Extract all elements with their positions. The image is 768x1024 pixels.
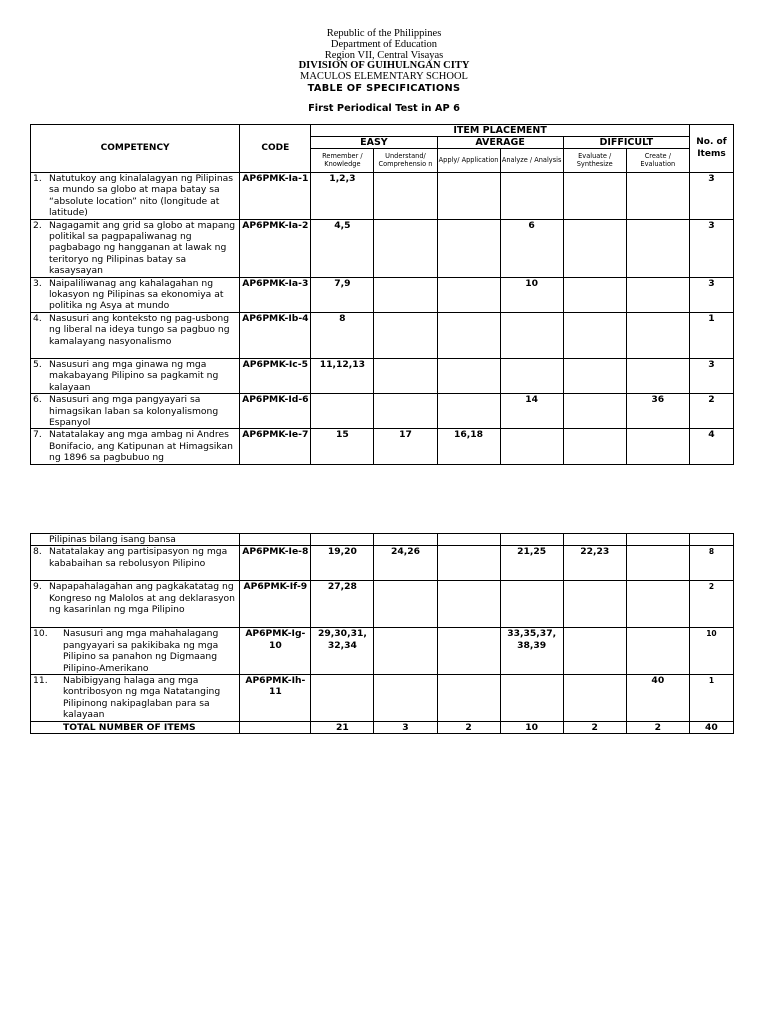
create-items — [626, 173, 689, 220]
analyze-items: 33,35,37, 38,39 — [500, 628, 563, 675]
apply-items — [437, 628, 500, 675]
competency-text: Nasusuri ang konteksto ng pag-usbong ng liberal na ideya tungo sa pagbuo ng kamalayang nasyonalismo — [49, 312, 230, 347]
competency-code: AP6PMK-Ie-7 — [240, 429, 311, 464]
table-row — [31, 358, 734, 393]
document-title: TABLE OF SPECIFICATIONS — [307, 82, 461, 94]
remember-items: 4,5 — [311, 219, 374, 277]
evaluate-items — [563, 312, 626, 358]
header-average: AVERAGE — [437, 137, 563, 149]
item-count: 10 — [689, 628, 733, 675]
create-items — [626, 429, 689, 464]
apply-items — [437, 277, 500, 312]
competency-text: Napapahalagahan ang pagkakatatag ng Kongreso ng Malolos at ang deklarasyon ng kasarinlan ng mga Pilipino — [49, 581, 236, 616]
header-difficult: DIFFICULT — [563, 137, 689, 149]
create-items — [626, 628, 689, 675]
competency-number: 7. — [33, 429, 42, 441]
create-items — [626, 546, 689, 581]
evaluate-items — [563, 429, 626, 464]
understand-items — [374, 394, 437, 429]
document-subtitle: First Periodical Test in AP 6 — [308, 102, 460, 114]
table-row — [31, 173, 734, 220]
understand-items — [374, 581, 437, 628]
competency-number: 3. — [33, 277, 42, 289]
remember-items: 1,2,3 — [311, 173, 374, 220]
header-competency: COMPETENCY — [31, 125, 240, 173]
analyze-items — [500, 173, 563, 220]
competency-text: Nasusuri ang mga ginawa ng mga makabayang Pilipino sa pagkamit ng kalayaan — [49, 358, 219, 393]
apply-items — [437, 312, 500, 358]
competency-text: Nasusuri ang mga mahahalagang pangyayari sa pakikibaka ng mga Pilipino sa panahon ng Digmaang Pilipino-Amerikano — [63, 628, 219, 674]
understand-items — [374, 628, 437, 675]
analyze-items — [500, 429, 563, 464]
create-items — [626, 219, 689, 277]
apply-items — [437, 173, 500, 220]
evaluate-items: 22,23 — [563, 546, 626, 581]
remember-items: 29,30,31, 32,34 — [311, 628, 374, 675]
evaluate-items — [563, 358, 626, 393]
evaluate-items — [563, 581, 626, 628]
header-apply: Apply/ Application — [437, 149, 500, 173]
remember-items — [311, 675, 374, 722]
table-row — [31, 546, 734, 581]
competency-text: Nagagamit ang grid sa globo at mapang politikal sa pagpapaliwanag ng pagbabago ng hangganan at lawak ng teritoryo ng Pilipinas batay sa kasaysayan — [49, 219, 236, 277]
competency-number: 4. — [33, 312, 42, 324]
competency-code: AP6PMK-If-9 — [240, 581, 311, 628]
competency-number: 6. — [33, 394, 42, 406]
remember-items: 7,9 — [311, 277, 374, 312]
analyze-items: 21,25 — [500, 546, 563, 581]
apply-items — [437, 581, 500, 628]
create-items: 40 — [626, 675, 689, 722]
table-row — [31, 312, 734, 358]
understand-items: 17 — [374, 429, 437, 464]
competency-number: 8. — [33, 546, 42, 558]
evaluate-items — [563, 173, 626, 220]
competency-text: Natatalakay ang partisipasyon ng mga kababaihan sa rebolusyon Pilipino — [49, 546, 228, 569]
item-count: 3 — [689, 219, 733, 277]
header-no-of-items: No. of Items — [689, 125, 733, 173]
analyze-items: 14 — [500, 394, 563, 429]
table-row — [31, 219, 734, 277]
create-items — [626, 581, 689, 628]
understand-items — [374, 173, 437, 220]
analyze-items — [500, 581, 563, 628]
remember-items: 11,12,13 — [311, 358, 374, 393]
total-evaluate: 2 — [563, 721, 626, 733]
create-items — [626, 312, 689, 358]
header-department: Department of Education — [330, 38, 438, 50]
analyze-items: 10 — [500, 277, 563, 312]
item-count: 3 — [689, 277, 733, 312]
understand-items — [374, 219, 437, 277]
apply-items — [437, 358, 500, 393]
total-label: TOTAL NUMBER OF ITEMS — [31, 721, 240, 733]
remember-items: 15 — [311, 429, 374, 464]
item-count: 1 — [689, 675, 733, 722]
header-item-placement: ITEM PLACEMENT — [311, 125, 690, 137]
remember-items: 8 — [311, 312, 374, 358]
remember-items: 27,28 — [311, 581, 374, 628]
remember-items — [311, 394, 374, 429]
header-understand: Understand/ Comprehensio n — [374, 149, 437, 173]
competency-code: AP6PMK-Ia-1 — [240, 173, 311, 220]
competency-code: AP6PMK-Ig-10 — [240, 628, 311, 675]
create-items: 36 — [626, 394, 689, 429]
apply-items: 16,18 — [437, 429, 500, 464]
competency-text: Nasusuri ang mga pangyayari sa himagsikan laban sa kolonyalismong Espanyol — [49, 394, 219, 428]
item-count: 2 — [689, 581, 733, 628]
analyze-items — [500, 312, 563, 358]
competency-code: AP6PMK-Id-6 — [240, 394, 311, 429]
competency-code: AP6PMK-Ic-5 — [240, 358, 311, 393]
total-analyze: 10 — [500, 721, 563, 733]
evaluate-items — [563, 675, 626, 722]
understand-items — [374, 358, 437, 393]
total-create: 2 — [626, 721, 689, 733]
create-items — [626, 277, 689, 312]
competency-code: AP6PMK-Ie-8 — [240, 546, 311, 581]
understand-items — [374, 675, 437, 722]
competency-number: 5. — [33, 358, 42, 370]
competency-number: 1. — [33, 173, 42, 184]
item-count: 8 — [689, 546, 733, 581]
header-easy: EASY — [311, 137, 437, 149]
table-row — [31, 628, 734, 675]
competency-text: Natutukoy ang kinalalagyan ng Pilipinas sa mundo sa globo at mapa batay sa “absolute location” nito (longitude at latitude) — [49, 173, 234, 219]
header-analyze: Analyze / Analysis — [500, 149, 563, 173]
total-items: 40 — [689, 721, 733, 733]
evaluate-items — [563, 628, 626, 675]
remember-items: 19,20 — [311, 546, 374, 581]
evaluate-items — [563, 277, 626, 312]
evaluate-items — [563, 219, 626, 277]
header-create: Create / Evaluation — [626, 149, 689, 173]
item-count: 3 — [689, 173, 733, 220]
item-count: 4 — [689, 429, 733, 464]
competency-text: Natatalakay ang mga ambag ni Andres Bonifacio, ang Katipunan at Himagsikan ng 1896 sa pagbubuo ng — [49, 429, 233, 464]
competency-continuation: Pilipinas bilang isang bansa — [49, 534, 176, 545]
header-evaluate: Evaluate / Synthesize — [563, 149, 626, 173]
apply-items — [437, 394, 500, 429]
specification-table-part1 — [30, 124, 734, 465]
table-row — [31, 534, 734, 546]
apply-items — [437, 219, 500, 277]
analyze-items — [500, 358, 563, 393]
item-count: 3 — [689, 358, 733, 393]
analyze-items: 6 — [500, 219, 563, 277]
create-items — [626, 358, 689, 393]
total-remember: 21 — [311, 721, 374, 733]
header-division: DIVISION OF GUIHULNGAN CITY — [298, 60, 470, 72]
item-count: 2 — [689, 394, 733, 429]
competency-number: 9. — [33, 581, 42, 593]
competency-code: AP6PMK-Ia-3 — [240, 277, 311, 312]
apply-items — [437, 546, 500, 581]
competency-number: 11. — [33, 675, 48, 687]
understand-items — [374, 312, 437, 358]
header-code: CODE — [240, 125, 311, 173]
specification-table-part2 — [30, 533, 734, 734]
evaluate-items — [563, 394, 626, 429]
competency-code: AP6PMK-Ib-4 — [240, 312, 311, 358]
competency-text: Nabibigyang halaga ang mga kontribosyon ng mga Natatanging Pilipinong nakipaglaban para sa kalayaan — [63, 675, 221, 721]
apply-items — [437, 675, 500, 722]
header-school: MACULOS ELEMENTARY SCHOOL — [300, 71, 468, 83]
header-remember: Remember / Knowledge — [311, 149, 374, 173]
document-header — [0, 29, 768, 114]
total-understand: 3 — [374, 721, 437, 733]
competency-number: 10. — [33, 628, 48, 640]
table-row — [31, 581, 734, 628]
total-apply: 2 — [437, 721, 500, 733]
total-row — [31, 721, 734, 733]
analyze-items — [500, 675, 563, 722]
competency-code: AP6PMK-Ih-11 — [240, 675, 311, 722]
understand-items — [374, 277, 437, 312]
item-count: 1 — [689, 312, 733, 358]
header-region: Region VII, Central Visayas — [324, 49, 444, 61]
competency-code: AP6PMK-Ia-2 — [240, 219, 311, 277]
table-row — [31, 675, 734, 722]
competency-text: Naipaliliwanag ang kahalagahan ng lokasyon ng Pilipinas sa ekonomiya at politika ng Asya at mundo — [49, 277, 224, 312]
understand-items: 24,26 — [374, 546, 437, 581]
table-row — [31, 429, 734, 464]
competency-number: 2. — [33, 219, 42, 231]
table-row — [31, 277, 734, 312]
header-republic: Republic of the Philippines — [326, 28, 442, 39]
table-row — [31, 394, 734, 429]
